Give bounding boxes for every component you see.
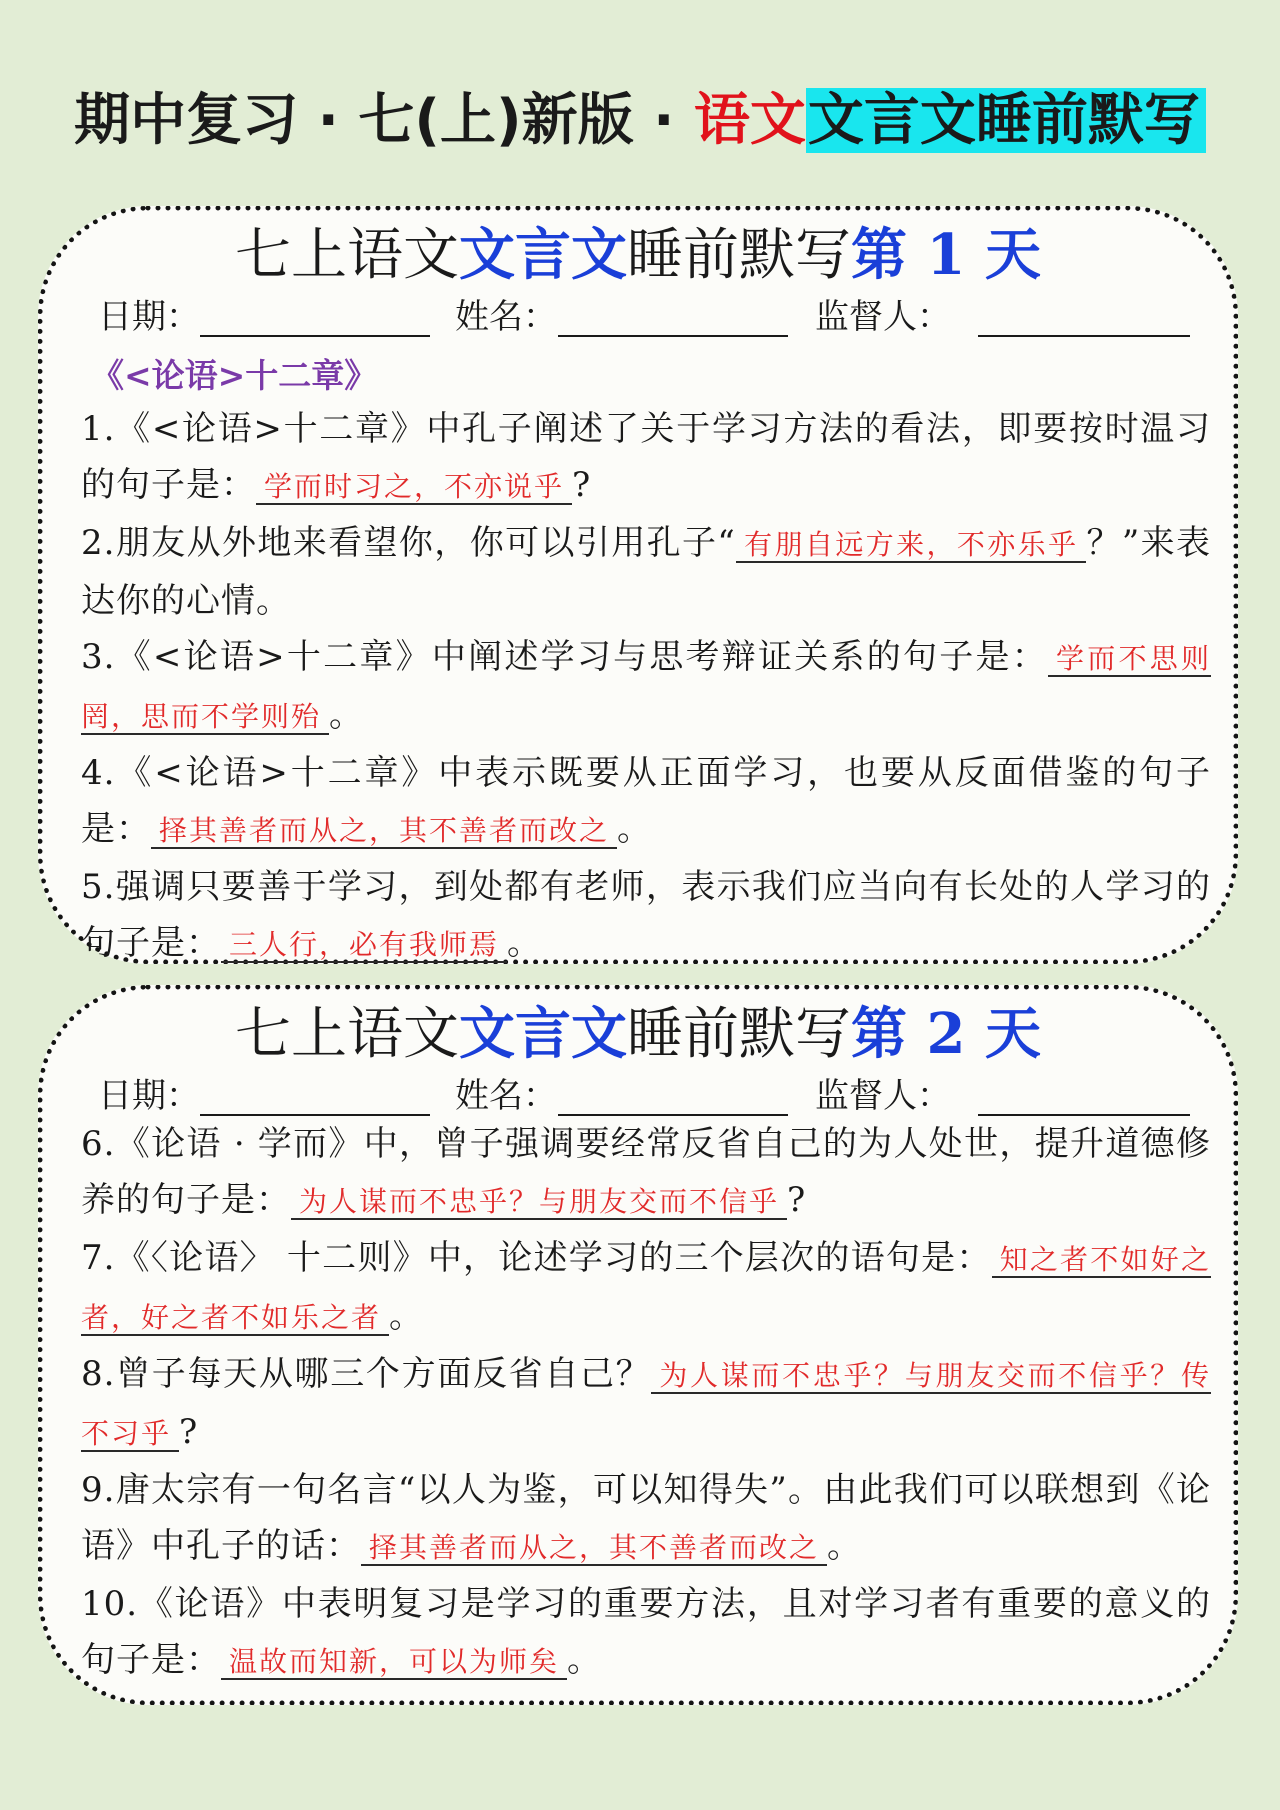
answer-text: 三人行，必有我师焉 [221,928,507,963]
day2-title-genre: 文言文 [459,1001,628,1067]
date-field[interactable] [200,335,430,337]
supervisor-label: 监督人： [815,1076,951,1116]
answer-text: 为人谋而不忠乎？与朋友交而不信乎 [291,1185,787,1220]
day2-title [43,990,1233,1079]
question-tail: 。 [507,923,543,963]
title-black: 期中复习 · 七(上)新版 · [74,88,694,153]
answer-text: 学而不思则罔，思而不学则殆 [81,642,1211,733]
answer-text: 学而时习之，不亦说乎 [256,470,572,505]
question-item [81,629,1211,745]
page-title [0,76,1280,166]
answer-text: 温故而知新，可以为师矣 [221,1645,567,1680]
answer-text: 为人谋而不忠乎？与朋友交而不信乎？传不习乎 [81,1359,1211,1450]
question-text: 7.《〈论语〉 十二则》中，论述学习的三个层次的语句是： [81,1238,992,1278]
question-text: 10.《论语》中表明复习是学习的重要方法，且对学习者有重要的意义的句子是： [81,1584,1211,1680]
date-label: 日期： [98,297,200,337]
question-text: 3.《<论语>十二章》中阐述学习与思考辩证关系的句子是： [81,637,1049,677]
supervisor-label: 监督人： [815,297,951,337]
day1-title-prefix: 七上语文 [235,223,460,288]
answer-text: 有朋自远方来，不亦乐乎 [736,528,1087,563]
question-item [81,401,1211,515]
question-tail: 。 [389,1296,425,1336]
question-item [81,515,1211,629]
answer-text: 知之者不如好之者，好之者不如乐之者 [81,1243,1211,1334]
question-item [81,859,1211,973]
question-tail: 。 [567,1640,603,1680]
question-text: 4.《<论语>十二章》中表示既要从正面学习，也要从反面借鉴的句子是： [81,753,1211,849]
question-text: 9.唐太宗有一句名言“以人为鉴，可以知得失”。由此我们可以联想到《论语》中孔子的话： [81,1470,1211,1566]
day2-questions [81,1116,1211,1690]
question-text: 6.《论语 · 学而》中，曾子强调要经常反省自己的为人处世，提升道德修养的句子是： [81,1124,1211,1220]
question-tail: ? [572,465,592,505]
day1-title-mid: 睡前默写 [627,223,852,288]
question-tail: 。 [329,695,365,735]
question-tail: ？”来表达你的心情。 [81,523,1211,621]
question-item [81,1116,1211,1230]
day1-title [43,211,1233,300]
day1-title-day: 第 1 天 [851,222,1041,288]
name-field[interactable] [558,335,788,337]
day1-title-genre: 文言文 [459,222,628,288]
question-text: 5.强调只要善于学习，到处都有老师，表示我们应当向有长处的人学习的句子是： [81,867,1211,963]
question-tail: 。 [827,1526,863,1566]
day2-card [38,985,1238,1705]
title-red: 语文 [693,88,806,153]
name-label: 姓名： [455,1076,557,1116]
answer-text: 择其善者而从之，其不善者而改之 [151,814,617,849]
question-item [81,1346,1211,1462]
day2-title-prefix: 七上语文 [235,1002,460,1067]
question-text: 2.朋友从外地来看望你，你可以引用孔子“ [81,523,736,563]
question-text: 1.《<论语>十二章》中孔子阐述了关于学习方法的看法，即要按时温习的句子是： [81,409,1211,505]
question-text: 8.曾子每天从哪三个方面反省自己？ [81,1354,652,1394]
title-highlight: 文言文睡前默写 [806,88,1206,153]
supervisor-field[interactable] [978,335,1190,337]
question-item [81,745,1211,859]
day2-title-mid: 睡前默写 [627,1002,852,1067]
name-label: 姓名： [455,297,557,337]
day2-title-day: 第 2 天 [851,1001,1041,1067]
question-tail: 。 [617,809,653,849]
question-tail: ? [787,1180,807,1220]
answer-text: 择其善者而从之，其不善者而改之 [361,1531,827,1566]
question-item [81,1576,1211,1690]
section-title: 《<论语>十二章》 [91,356,378,395]
day1-card [38,206,1238,964]
day1-questions [81,401,1211,973]
question-tail: ? [179,1412,199,1452]
question-item [81,1230,1211,1346]
date-label: 日期： [98,1076,200,1116]
question-item [81,1462,1211,1576]
